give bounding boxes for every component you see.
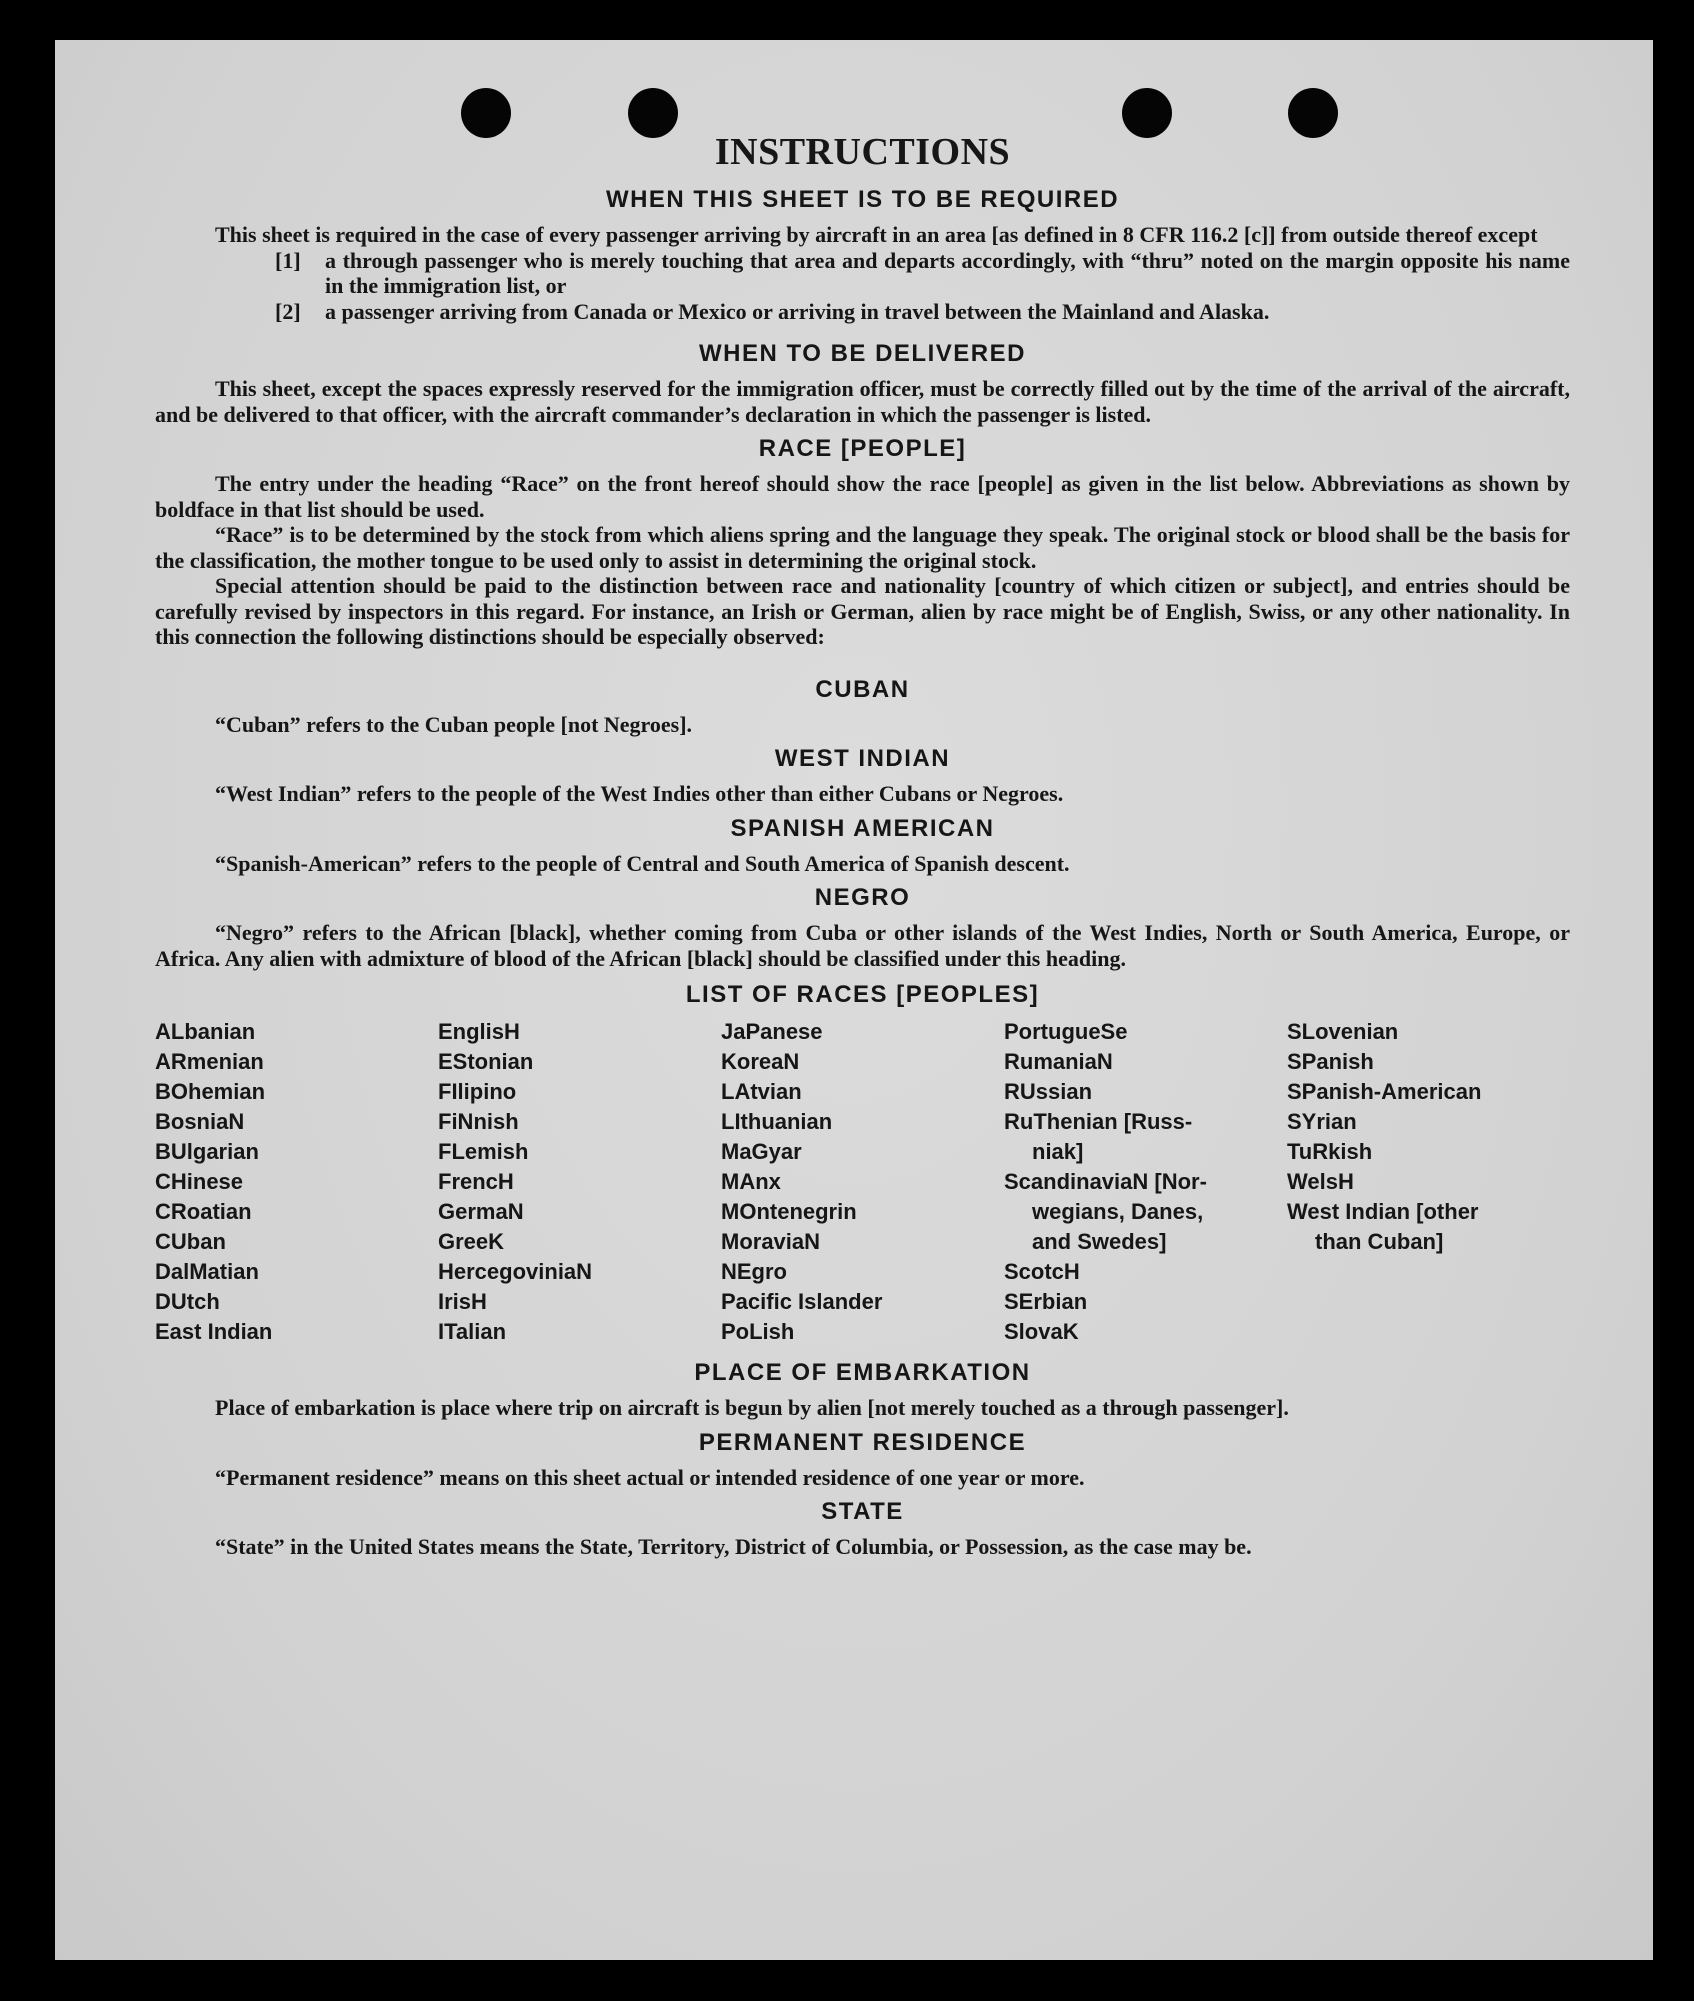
race-item: FiNnish xyxy=(438,1109,519,1134)
exception-number: [1] xyxy=(275,247,301,273)
race-item: PoLish xyxy=(721,1319,795,1344)
race-item: SErbian xyxy=(1004,1289,1088,1314)
heading-spanish-american: SPANISH AMERICAN xyxy=(730,814,995,842)
race-item: MoraviaN xyxy=(721,1229,821,1254)
race-item: IrisH xyxy=(438,1289,487,1314)
delivered-text: This sheet, except the spaces expressly reserved for the immigration officer, must be correctly filled out by the time of the arrival of the aircraft, and be delivered to that officer, with the aircraft commander’s declaration in which the passenger is listed. xyxy=(155,376,1570,427)
race-item: FLemish xyxy=(438,1139,529,1164)
race-item: Pacific Islander xyxy=(721,1289,883,1314)
heading-list-of-races: LIST OF RACES [PEOPLES] xyxy=(685,981,1040,1008)
exception-item xyxy=(275,299,1570,325)
races-column-4 xyxy=(1004,1017,1287,1347)
race-item: HercegoviniaN xyxy=(438,1259,593,1284)
race-item: wegians, Danes, xyxy=(1032,1199,1204,1224)
race-item: ITalian xyxy=(438,1319,507,1344)
spanish-american-text: “Spanish-American” refers to the people of Central and South America of Spanish descent. xyxy=(215,850,1070,876)
residence-text: “Permanent residence” means on this sheet actual or intended residence of one year or more. xyxy=(215,1464,1085,1490)
race-item: FrencH xyxy=(438,1169,514,1194)
race-item: ALbanian xyxy=(155,1019,256,1044)
race-item: SYrian xyxy=(1287,1109,1357,1134)
races-column-3 xyxy=(721,1017,1004,1347)
race-item: DalMatian xyxy=(155,1259,259,1284)
negro-text: “Negro” refers to the African [black], whether coming from Cuba or other islands of the West Indies, North or South America, Europe, or Africa. Any alien with admixture of blood of the African [black] should be classified under this heading. xyxy=(155,920,1570,971)
exception-text: a through passenger who is merely touching that area and departs accordingly, with “thru” noted on the margin opposite his name in the immigration list, or xyxy=(325,247,1570,298)
race-item: MaGyar xyxy=(721,1139,802,1164)
heading-permanent-residence: PERMANENT RESIDENCE xyxy=(698,1428,1027,1456)
race-item: FIlipino xyxy=(438,1079,517,1104)
instructions-content xyxy=(155,130,1570,1560)
race-item: SPanish xyxy=(1287,1049,1374,1074)
race-item: CHinese xyxy=(155,1169,244,1194)
race-item: DUtch xyxy=(155,1289,220,1314)
document-sheet xyxy=(55,40,1653,1960)
page-title: INSTRUCTIONS xyxy=(714,131,1011,173)
race-item: WelsH xyxy=(1287,1169,1354,1194)
race-paragraph-2: “Race” is to be determined by the stock from which aliens spring and the language they speak. The original stock or blood shall be the basis for the classification, the mother tongue to be used only to assist in determining the original stock. xyxy=(155,522,1570,573)
heading-cuban: CUBAN xyxy=(815,675,910,703)
races-column-2 xyxy=(438,1017,721,1347)
heading-place-of-embarkation: PLACE OF EMBARKATION xyxy=(694,1359,1031,1386)
race-item: ARmenian xyxy=(155,1049,264,1074)
exception-text: a passenger arriving from Canada or Mexico or arriving in travel between the Mainland and Alaska. xyxy=(325,298,1270,324)
cuban-text: “Cuban” refers to the Cuban people [not Negroes]. xyxy=(215,711,693,737)
race-item: GreeK xyxy=(438,1229,505,1254)
race-item: BosniaN xyxy=(155,1109,245,1134)
races-column-1 xyxy=(155,1017,438,1347)
race-item: SPanish-American xyxy=(1287,1079,1482,1104)
race-item: CUban xyxy=(155,1229,226,1254)
race-item: NEgro xyxy=(721,1259,787,1284)
race-item: GermaN xyxy=(438,1199,524,1224)
races-column-5 xyxy=(1287,1017,1570,1347)
race-item: and Swedes] xyxy=(1032,1229,1167,1254)
race-item: MOntenegrin xyxy=(721,1199,857,1224)
heading-when-required: WHEN THIS SHEET IS TO BE REQUIRED xyxy=(605,186,1120,213)
west-indian-text: “West Indian” refers to the people of the West Indies other than either Cubans or Negroes. xyxy=(215,781,1064,806)
heading-negro: NEGRO xyxy=(814,884,911,911)
races-list xyxy=(155,1017,1570,1347)
heading-state: STATE xyxy=(821,1498,904,1525)
race-paragraph-1: The entry under the heading “Race” on the front hereof should show the race [people] as given in the list below. Abbreviations as shown by boldface in that list should be used. xyxy=(155,471,1570,522)
race-item: West Indian [other xyxy=(1287,1199,1479,1224)
race-item: BOhemian xyxy=(155,1079,266,1104)
race-item: ScotcH xyxy=(1004,1259,1080,1284)
race-item: MAnx xyxy=(721,1169,781,1194)
race-item: RUssian xyxy=(1004,1079,1093,1104)
race-item: EStonian xyxy=(438,1049,534,1074)
heading-west-indian: WEST INDIAN xyxy=(774,745,951,772)
race-item: PortugueSe xyxy=(1004,1019,1128,1044)
race-item: LAtvian xyxy=(721,1079,802,1104)
race-paragraph-3: Special attention should be paid to the distinction between race and nationality [country of which citizen or subject], and entries should be carefully revised by inspectors in this regard. For instance, an Irish or German, alien by race might be of English, Swiss, or any other nationality. In this connection the following distinctions should be especially observed: xyxy=(155,573,1570,649)
embarkation-text: Place of embarkation is place where trip on aircraft is begun by alien [not merely touched as a through passenger]. xyxy=(215,1395,1289,1420)
race-item: BUlgarian xyxy=(155,1139,259,1164)
heading-race: RACE [PEOPLE] xyxy=(758,435,967,462)
state-text: “State” in the United States means the State, Territory, District of Columbia, or Possession, as the case may be. xyxy=(215,1534,1252,1559)
race-item: TuRkish xyxy=(1287,1139,1373,1164)
race-item: than Cuban] xyxy=(1315,1229,1444,1254)
race-item: SlovaK xyxy=(1004,1319,1079,1344)
race-item: JaPanese xyxy=(721,1019,823,1044)
required-intro: This sheet is required in the case of every passenger arriving by aircraft in an area [as defined in 8 CFR 116.2 [c]] from outside thereof except xyxy=(215,222,1538,247)
race-item: niak] xyxy=(1032,1139,1084,1164)
race-item: LIthuanian xyxy=(721,1109,833,1134)
race-item: East Indian xyxy=(155,1319,273,1344)
race-item: KoreaN xyxy=(721,1049,800,1074)
race-item: EnglisH xyxy=(438,1019,520,1044)
race-item: SLovenian xyxy=(1287,1019,1399,1044)
heading-when-delivered: WHEN TO BE DELIVERED xyxy=(699,340,1026,367)
race-item: CRoatian xyxy=(155,1199,252,1224)
race-item: RumaniaN xyxy=(1004,1049,1113,1074)
race-item: RuThenian [Russ- xyxy=(1004,1109,1193,1134)
race-item: ScandinaviaN [Nor- xyxy=(1004,1169,1207,1194)
exception-number: [2] xyxy=(275,298,301,324)
exception-item xyxy=(275,248,1570,299)
